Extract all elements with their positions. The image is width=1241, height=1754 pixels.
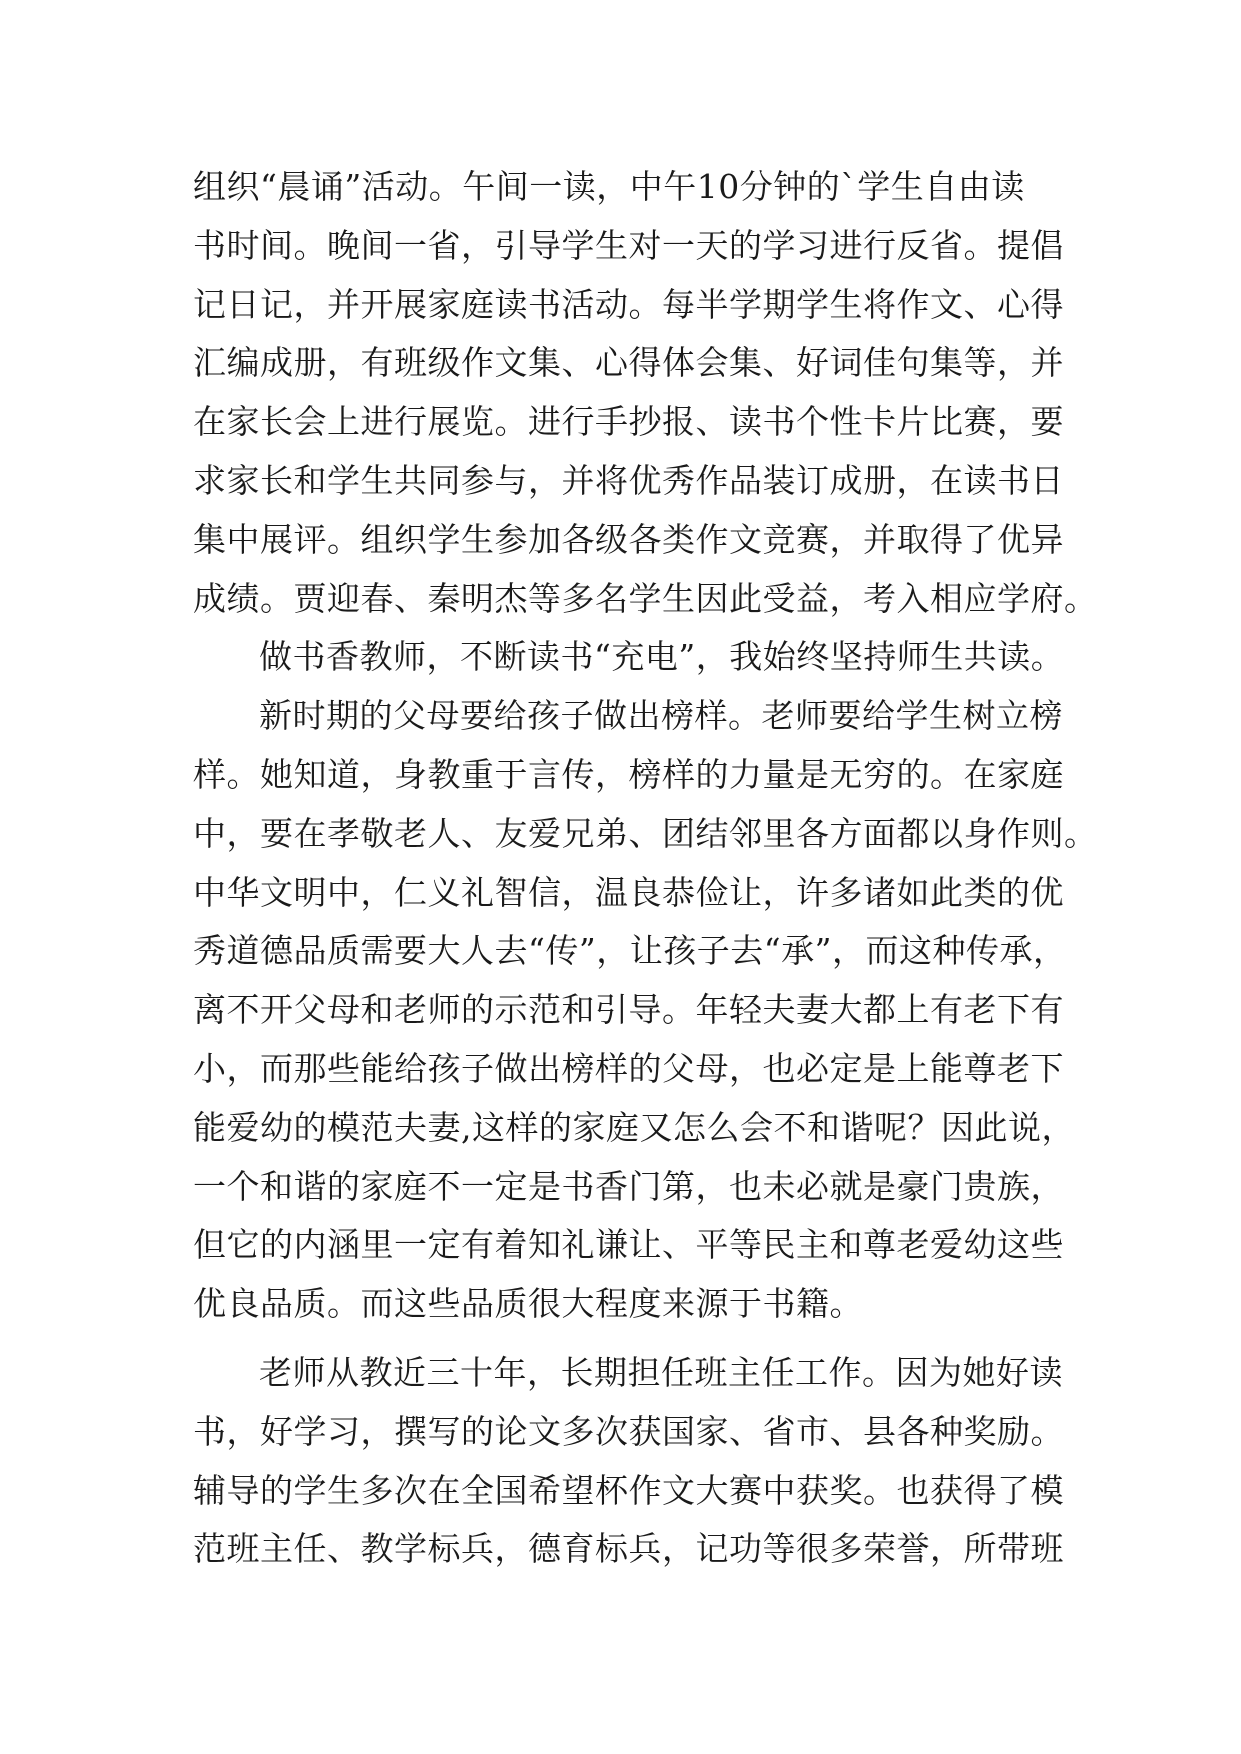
- text-line: 一个和谐的家庭不一定是书香门第，也未必就是豪门贵族，: [193, 1166, 1064, 1206]
- text-line: 小，而那些能给孩子做出榜样的父母，也必定是上能尊老下: [193, 1048, 1064, 1088]
- text-line: 能爱幼的模范夫妻,这样的家庭又怎么会不和谐呢？因此说，: [193, 1107, 1075, 1147]
- paragraph-start-line: 老师从教近三十年，长期担任班主任工作。因为她好读: [259, 1352, 1063, 1392]
- text-line: 集中展评。组织学生参加各级各类作文竞赛，并取得了优异: [193, 519, 1064, 559]
- text-line: 离不开父母和老师的示范和引导。年轻夫妻大都上有老下有: [193, 990, 1064, 1030]
- text-line: 但它的内涵里一定有着知礼谦让、平等民主和尊老爱幼这些: [193, 1225, 1064, 1265]
- text-line: 书，好学习，撰写的论文多次获国家、省市、县各种奖励。: [193, 1411, 1064, 1451]
- text-line: 辅导的学生多次在全国希望杯作文大赛中获奖。也获得了模: [193, 1470, 1064, 1510]
- text-line: 在家长会上进行展览。进行手抄报、读书个性卡片比赛，要: [193, 402, 1064, 442]
- text-line: 秀道德品质需要大人去“传”，让孩子去“承”，而这种传承，: [193, 931, 1067, 971]
- text-line: 优良品质。而这些品质很大程度来源于书籍。: [193, 1284, 863, 1324]
- paragraph-start-line: 新时期的父母要给孩子做出榜样。老师要给学生树立榜: [259, 696, 1063, 736]
- text-line: 汇编成册，有班级作文集、心得体会集、好词佳句集等，并: [193, 343, 1064, 383]
- document-body: [193, 158, 1098, 1579]
- text-line: 求家长和学生共同参与，并将优秀作品装订成册，在读书日: [193, 460, 1064, 500]
- text-line: 范班主任、教学标兵，德育标兵，记功等很多荣誉，所带班: [193, 1529, 1064, 1569]
- text-line: 样。她知道，身教重于言传，榜样的力量是无穷的。在家庭: [193, 754, 1064, 794]
- text-line: 成绩。贾迎春、秦明杰等多名学生因此受益，考入相应学府。: [193, 578, 1098, 618]
- text-line: 中华文明中，仁义礼智信，温良恭俭让，许多诸如此类的优: [193, 872, 1064, 912]
- text-line: 书时间。晚间一省，引导学生对一天的学习进行反省。提倡: [193, 225, 1064, 265]
- paragraph-start-line: 做书香教师，不断读书“充电”，我始终坚持师生共读。: [259, 637, 1065, 677]
- text-line: 记日记，并开展家庭读书活动。每半学期学生将作文、心得: [193, 284, 1064, 324]
- text-line: 中，要在孝敬老人、友爱兄弟、团结邻里各方面都以身作则。: [193, 813, 1098, 853]
- text-line: 组织“晨诵”活动。午间一读，中午10分钟的`学生自由读: [193, 167, 1025, 206]
